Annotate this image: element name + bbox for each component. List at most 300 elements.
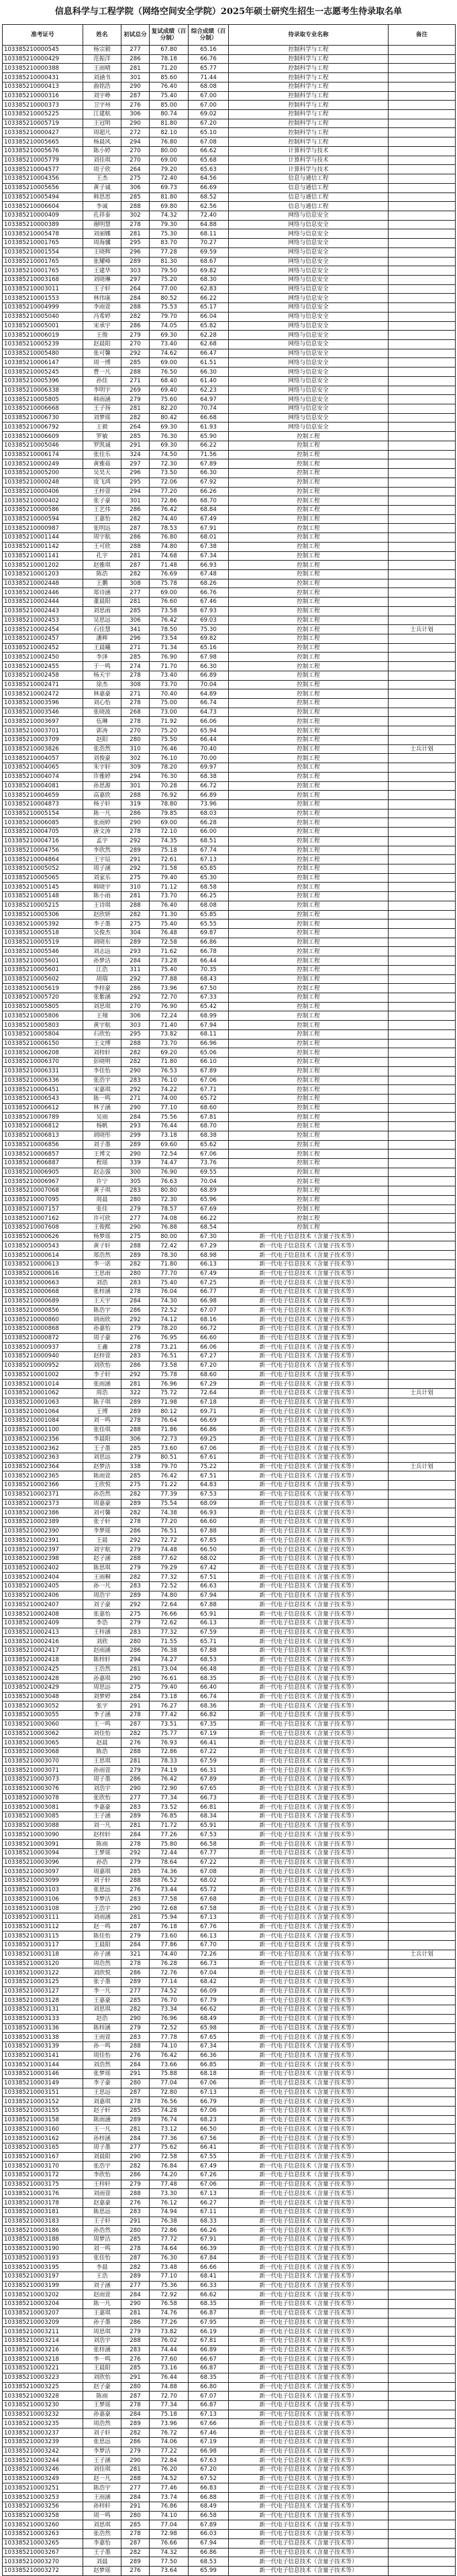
major-cell: 控制工程: [229, 699, 389, 708]
total-score-cell: 69.87: [189, 929, 229, 938]
total-score-cell: 65.42: [189, 1002, 229, 1011]
exam-id-cell: 103385210006812: [3, 1122, 83, 1131]
note-cell: [389, 73, 456, 82]
retest-score-cell: 77.42: [150, 1711, 189, 1720]
initial-score-cell: 278: [121, 2530, 150, 2539]
retest-score-cell: 73.34: [150, 2005, 189, 2015]
table-row: [3, 1177, 456, 1186]
name-cell: 李雨萱: [83, 303, 121, 313]
name-cell: 刘欣: [83, 1637, 121, 1646]
retest-score-cell: 73.51: [150, 1720, 189, 1729]
note-cell: [389, 487, 456, 496]
retest-score-cell: 69.00: [150, 358, 189, 368]
major-cell: 新一代电子信息技术（含量子技术等）: [229, 1435, 389, 1444]
note-cell: [389, 873, 456, 883]
table-row: [3, 1646, 456, 1656]
name-cell: 周嘉琪: [83, 1867, 121, 1877]
exam-id-cell: 103385210003149: [3, 2078, 83, 2088]
retest-score-cell: 75.18: [150, 2410, 189, 2419]
note-cell: [389, 1352, 456, 1361]
name-cell: 陈梓涵: [83, 2023, 121, 2033]
table-row: [3, 1931, 456, 1941]
name-cell: 周浩: [83, 1388, 121, 1398]
major-cell: 新一代电子信息技术（含量子技术等）: [229, 2014, 389, 2023]
major-cell: 新一代电子信息技术（含量子技术等）: [229, 1398, 389, 1407]
name-cell: 林伟康: [83, 294, 121, 303]
total-score-cell: 65.62: [189, 1140, 229, 1150]
note-cell: [389, 2005, 456, 2015]
initial-score-cell: 264: [121, 165, 150, 174]
note-cell: [389, 1867, 456, 1877]
initial-score-cell: 286: [121, 54, 150, 64]
exam-id-cell: 103385210001765: [3, 239, 83, 248]
exam-id-cell: 103385210001553: [3, 294, 83, 303]
exam-id-cell: 103385210003052: [3, 1701, 83, 1711]
note-cell: [389, 450, 456, 459]
initial-score-cell: 282: [121, 2005, 150, 2015]
table-row: [3, 1361, 456, 1370]
note-cell: [389, 1021, 456, 1030]
exam-id-cell: 103385210006857: [3, 1150, 83, 1159]
initial-score-cell: 283: [121, 1352, 150, 1361]
note-cell: [389, 1140, 456, 1150]
exam-id-cell: 103385210002416: [3, 1637, 83, 1646]
total-score-cell: 68.38: [189, 772, 229, 781]
retest-score-cell: 76.72: [150, 2428, 189, 2438]
total-score-cell: 61.51: [189, 358, 229, 368]
exam-id-cell: 103385210002409: [3, 1618, 83, 1628]
note-cell: [389, 662, 456, 671]
name-cell: 赵晨阳: [83, 340, 121, 349]
exam-id-cell: 103385210005601: [3, 956, 83, 966]
major-cell: 控制工程: [229, 469, 389, 478]
retest-score-cell: 71.48: [150, 561, 189, 570]
exam-id-cell: 103385210000409: [3, 211, 83, 220]
exam-id-cell: 103385210002417: [3, 1646, 83, 1656]
initial-score-cell: 296: [121, 634, 150, 644]
note-cell: [389, 386, 456, 395]
table-row: [3, 919, 456, 929]
exam-id-cell: 103385210003108: [3, 1904, 83, 1913]
name-cell: 张雨婷: [83, 818, 121, 828]
exam-id-cell: 103385210004756: [3, 846, 83, 855]
exam-id-cell: 103385210000248: [3, 478, 83, 487]
initial-score-cell: 290: [121, 82, 150, 91]
note-cell: [389, 128, 456, 137]
major-cell: 信息与通信工程: [229, 183, 389, 192]
name-cell: 刘欣悦: [83, 1968, 121, 1978]
total-score-cell: 66.69: [189, 1416, 229, 1426]
initial-score-cell: 302: [121, 754, 150, 763]
exam-id-cell: 103385210000663: [3, 1278, 83, 1288]
initial-score-cell: 283: [121, 2345, 150, 2355]
table-row: [3, 1444, 456, 1453]
total-score-cell: 67.18: [189, 1398, 229, 1407]
exam-id-cell: 103385210003094: [3, 1848, 83, 1858]
exam-id-cell: 103385210005225: [3, 110, 83, 119]
retest-score-cell: 74.68: [150, 551, 189, 561]
exam-id-cell: 103385210003199: [3, 2281, 83, 2290]
note-cell: [389, 809, 456, 818]
exam-id-cell: 103385210001084: [3, 1416, 83, 1426]
note-cell: [389, 2364, 456, 2373]
table-row: [3, 2530, 456, 2539]
total-score-cell: 66.22: [189, 1214, 229, 1223]
initial-score-cell: 278: [121, 1288, 150, 1297]
exam-id-cell: 103385210003144: [3, 2060, 83, 2070]
retest-score-cell: 71.86: [150, 1425, 189, 1435]
exam-id-cell: 103385210003011: [3, 284, 83, 294]
major-cell: 控制工程: [229, 1039, 389, 1048]
retest-score-cell: 72.61: [150, 855, 189, 864]
major-cell: 新一代电子信息技术（含量子技术等）: [229, 2502, 389, 2511]
name-cell: 杨宗毅: [83, 46, 121, 55]
table-row: [3, 524, 456, 533]
initial-score-cell: 288: [121, 2041, 150, 2051]
retest-score-cell: 77.28: [150, 247, 189, 257]
retest-score-cell: 73.30: [150, 2189, 189, 2198]
major-cell: 控制工程: [229, 855, 389, 864]
initial-score-cell: 282: [121, 413, 150, 423]
exam-id-cell: 103385210006668: [3, 404, 83, 414]
table-row: [3, 1858, 456, 1867]
name-cell: 罗凯诚: [83, 441, 121, 450]
major-cell: 计算科学与技术: [229, 146, 389, 156]
retest-score-cell: 77.14: [150, 1977, 189, 1986]
major-cell: 新一代电子信息技术（含量子技术等）: [229, 2226, 389, 2235]
table-row: [3, 1840, 456, 1849]
total-score-cell: 67.19: [189, 2437, 229, 2447]
initial-score-cell: 289: [121, 1977, 150, 1986]
exam-id-cell: 103385210006792: [3, 423, 83, 432]
initial-score-cell: 288: [121, 1039, 150, 1048]
note-cell: [389, 1536, 456, 1545]
col-header-exam-id: 准考证号: [3, 25, 83, 46]
note-cell: [389, 2327, 456, 2337]
initial-score-cell: 285: [121, 1444, 150, 1453]
name-cell: 刘佳琪: [83, 2465, 121, 2475]
table-row: [3, 2263, 456, 2272]
name-cell: 周浩然: [83, 1959, 121, 1968]
initial-score-cell: 288: [121, 2189, 150, 2198]
table-row: [3, 993, 456, 1003]
name-cell: 许雅婷: [83, 772, 121, 781]
initial-score-cell: 275: [121, 919, 150, 929]
initial-score-cell: 280: [121, 1195, 150, 1205]
name-cell: 赵阳: [83, 735, 121, 744]
note-cell: [389, 2244, 456, 2253]
retest-score-cell: 73.44: [150, 1885, 189, 1895]
retest-score-cell: 73.54: [150, 634, 189, 644]
total-score-cell: 64.56: [189, 174, 229, 184]
table-row: [3, 864, 456, 873]
initial-score-cell: 279: [121, 2180, 150, 2189]
total-score-cell: 66.28: [189, 818, 229, 828]
note-cell: [389, 717, 456, 726]
name-cell: 刘志远: [83, 947, 121, 956]
major-cell: 控制工程: [229, 662, 389, 671]
note-cell: [389, 2272, 456, 2281]
name-cell: 高嘉欣: [83, 791, 121, 800]
note-cell: [389, 1333, 456, 1343]
name-cell: 许宁: [83, 1177, 121, 1186]
retest-score-cell: 73.66: [150, 2060, 189, 2070]
initial-score-cell: 301: [121, 496, 150, 506]
exam-id-cell: 103385210001554: [3, 247, 83, 257]
name-cell: 冯希婷: [83, 312, 121, 321]
retest-score-cell: 76.64: [150, 1416, 189, 1426]
retest-score-cell: 73.82: [150, 2327, 189, 2337]
retest-score-cell: 69.00: [150, 588, 189, 598]
retest-score-cell: 72.58: [150, 2152, 189, 2162]
major-cell: 新一代电子信息技术（含量子技术等）: [229, 2465, 389, 2475]
total-score-cell: 67.63: [189, 2456, 229, 2465]
exam-id-cell: 103385210005601: [3, 965, 83, 974]
table-row: [3, 2401, 456, 2410]
total-score-cell: 67.92: [189, 478, 229, 487]
table-row: [3, 855, 456, 864]
initial-score-cell: 289: [121, 2557, 150, 2567]
name-cell: 刘子墨: [83, 1140, 121, 1150]
table-row: [3, 2493, 456, 2502]
note-cell: [389, 1840, 456, 1849]
table-row: [3, 1610, 456, 1619]
table-row: [3, 2502, 456, 2511]
note-cell: [389, 1361, 456, 1370]
major-cell: 新一代电子信息技术（含量子技术等）: [229, 1499, 389, 1508]
exam-id-cell: 103385210003225: [3, 2382, 83, 2392]
initial-score-cell: 281: [121, 64, 150, 73]
initial-score-cell: 271: [121, 1094, 150, 1103]
total-score-cell: 70.04: [189, 680, 229, 689]
note-cell: [389, 910, 456, 919]
name-cell: 周思琪: [83, 2327, 121, 2337]
name-cell: 王梓涵: [83, 1628, 121, 1637]
total-score-cell: 72.64: [189, 1388, 229, 1398]
table-row: [3, 1352, 456, 1361]
note-cell: [389, 1398, 456, 1407]
exam-id-cell: 103385210003181: [3, 2207, 83, 2217]
note-cell: [389, 64, 456, 73]
major-cell: 控制工程: [229, 598, 389, 607]
table-row: [3, 1471, 456, 1481]
table-row: [3, 2281, 456, 2290]
major-cell: 新一代电子信息技术（含量子技术等）: [229, 2382, 389, 2392]
retest-score-cell: 76.61: [150, 1674, 189, 1683]
total-score-cell: 65.17: [189, 303, 229, 313]
initial-score-cell: 275: [121, 873, 150, 883]
total-score-cell: 67.49: [189, 2162, 229, 2171]
note-cell: [389, 772, 456, 781]
initial-score-cell: 286: [121, 321, 150, 331]
retest-score-cell: 73.96: [150, 2419, 189, 2428]
initial-score-cell: 282: [121, 1048, 150, 1058]
name-cell: 陈小雨: [83, 892, 121, 901]
total-score-cell: 67.08: [189, 137, 229, 147]
table-row: [3, 634, 456, 644]
note-cell: [389, 2290, 456, 2300]
name-cell: 赵晨: [83, 1738, 121, 1748]
initial-score-cell: 279: [121, 2327, 150, 2337]
note-cell: [389, 2401, 456, 2410]
retest-score-cell: 76.42: [150, 1471, 189, 1481]
total-score-cell: 66.44: [189, 735, 229, 744]
retest-score-cell: 75.56: [150, 1113, 189, 1122]
retest-score-cell: 72.86: [150, 1747, 189, 1756]
total-score-cell: 66.87: [189, 2308, 229, 2318]
initial-score-cell: 278: [121, 1343, 150, 1352]
note-cell: [389, 275, 456, 284]
name-cell: 王晨曦: [83, 643, 121, 653]
total-score-cell: 67.65: [189, 1784, 229, 1793]
table-row: [3, 1803, 456, 1812]
major-cell: 控制工程: [229, 1029, 389, 1039]
major-cell: 控制工程: [229, 1021, 389, 1030]
table-row: [3, 1830, 456, 1840]
table-row: [3, 156, 456, 165]
table-row: [3, 1039, 456, 1048]
total-score-cell: 65.72: [189, 1094, 229, 1103]
major-cell: 新一代电子信息技术（含量子技术等）: [229, 2070, 389, 2079]
name-cell: 王子涵: [83, 1812, 121, 1822]
total-score-cell: 65.55: [189, 919, 229, 929]
major-cell: 网络与信息安全: [229, 395, 389, 404]
total-score-cell: 66.60: [189, 1333, 229, 1343]
table-row: [3, 735, 456, 744]
retest-score-cell: 72.42: [150, 1241, 189, 1251]
name-cell: 陈雨: [83, 1840, 121, 1849]
name-cell: 孙浩然: [83, 2226, 121, 2235]
major-cell: 新一代电子信息技术（含量子技术等）: [229, 2162, 389, 2171]
total-score-cell: 67.68: [189, 1895, 229, 1904]
major-cell: 控制科学与工程: [229, 54, 389, 64]
major-cell: 新一代电子信息技术（含量子技术等）: [229, 2483, 389, 2493]
total-score-cell: 69.02: [189, 110, 229, 119]
table-row: [3, 717, 456, 726]
exam-id-cell: 103385210006609: [3, 432, 83, 441]
note-cell: [389, 919, 456, 929]
retest-score-cell: 69.30: [150, 423, 189, 432]
retest-score-cell: 71.80: [150, 1058, 189, 1067]
name-cell: 刘子轩: [83, 2428, 121, 2438]
major-cell: 新一代电子信息技术（含量子技术等）: [229, 2419, 389, 2428]
major-cell: 控制工程: [229, 1131, 389, 1140]
total-score-cell: 68.54: [189, 1223, 229, 1233]
exam-id-cell: 103385210002397: [3, 1545, 83, 1555]
major-cell: 新一代电子信息技术（含量子技术等）: [229, 1333, 389, 1343]
table-row: [3, 312, 456, 321]
initial-score-cell: 277: [121, 46, 150, 55]
table-row: [3, 1526, 456, 1536]
note-cell: [389, 1775, 456, 1785]
name-cell: 罗敏: [83, 432, 121, 441]
exam-id-cell: 103385210002406: [3, 1591, 83, 1600]
table-row: [3, 873, 456, 883]
note-cell: [389, 2428, 456, 2438]
retest-score-cell: 81.30: [150, 257, 189, 266]
name-cell: 李欣怡: [83, 2171, 121, 2180]
total-score-cell: 72.26: [189, 1950, 229, 1959]
name-cell: 孔祥泰: [83, 211, 121, 220]
note-cell: [389, 598, 456, 607]
major-cell: 控制科学与工程: [229, 119, 389, 128]
major-cell: 新一代电子信息技术（含量子技术等）: [229, 1536, 389, 1545]
initial-score-cell: 285: [121, 1471, 150, 1481]
retest-score-cell: 76.38: [150, 1646, 189, 1656]
retest-score-cell: 76.58: [150, 2300, 189, 2309]
table-row: [3, 2345, 456, 2355]
name-cell: 许可欣: [83, 1214, 121, 1223]
retest-score-cell: 74.12: [150, 1315, 189, 1325]
major-cell: 控制工程: [229, 873, 389, 883]
initial-score-cell: 303: [121, 1021, 150, 1030]
name-cell: 王鹏: [83, 579, 121, 588]
total-score-cell: 73.96: [189, 799, 229, 809]
table-row: [3, 579, 456, 588]
total-score-cell: 68.30: [189, 275, 229, 284]
total-score-cell: 67.51: [189, 1573, 229, 1582]
note-cell: [389, 524, 456, 533]
major-cell: 新一代电子信息技术（含量子技术等）: [229, 1259, 389, 1269]
major-cell: 网络与信息安全: [229, 349, 389, 358]
major-cell: 控制工程: [229, 791, 389, 800]
major-cell: 控制工程: [229, 910, 389, 919]
total-score-cell: 67.35: [189, 1720, 229, 1729]
major-cell: 新一代电子信息技术（含量子技术等）: [229, 1324, 389, 1333]
major-cell: 新一代电子信息技术（含量子技术等）: [229, 2511, 389, 2520]
initial-score-cell: 288: [121, 901, 150, 910]
exam-id-cell: 103385210000626: [3, 1232, 83, 1241]
major-cell: 控制工程: [229, 1103, 389, 1113]
name-cell: 周子欣: [83, 165, 121, 174]
table-row: [3, 1490, 456, 1499]
initial-score-cell: 290: [121, 2456, 150, 2465]
note-cell: [389, 1058, 456, 1067]
exam-id-cell: 103385210004577: [3, 165, 83, 174]
retest-score-cell: 73.21: [150, 1343, 189, 1352]
exam-id-cell: 103385210003253: [3, 2493, 83, 2502]
name-cell: 黄子轩: [83, 1241, 121, 1251]
name-cell: 江建航: [83, 110, 121, 119]
total-score-cell: 66.47: [189, 349, 229, 358]
major-cell: 新一代电子信息技术（含量子技术等）: [229, 1848, 389, 1858]
initial-score-cell: 286: [121, 1968, 150, 1978]
table-row: [3, 828, 456, 837]
note-cell: [389, 1573, 456, 1582]
name-cell: 刘梦瑶: [83, 413, 121, 423]
note-cell: [389, 2152, 456, 2162]
note-cell: [389, 1582, 456, 1591]
name-cell: 孔宇: [83, 551, 121, 561]
initial-score-cell: 289: [121, 1398, 150, 1407]
exam-id-cell: 103385210005719: [3, 119, 83, 128]
initial-score-cell: 287: [121, 2538, 150, 2548]
note-cell: [389, 561, 456, 570]
retest-score-cell: 75.78: [150, 579, 189, 588]
major-cell: 控制工程: [229, 1140, 389, 1150]
retest-score-cell: 72.52: [150, 1582, 189, 1591]
major-cell: 新一代电子信息技术（含量子技术等）: [229, 2253, 389, 2263]
total-score-cell: 67.89: [189, 1775, 229, 1785]
note-cell: [389, 1407, 456, 1416]
total-score-cell: 66.72: [189, 781, 229, 791]
total-score-cell: 69.82: [189, 266, 229, 276]
retest-score-cell: 76.53: [150, 1066, 189, 1076]
total-score-cell: 68.01: [189, 533, 229, 543]
major-cell: 控制科学与工程: [229, 46, 389, 55]
retest-score-cell: 79.70: [150, 1462, 189, 1471]
name-cell: 王雨晴: [83, 64, 121, 73]
